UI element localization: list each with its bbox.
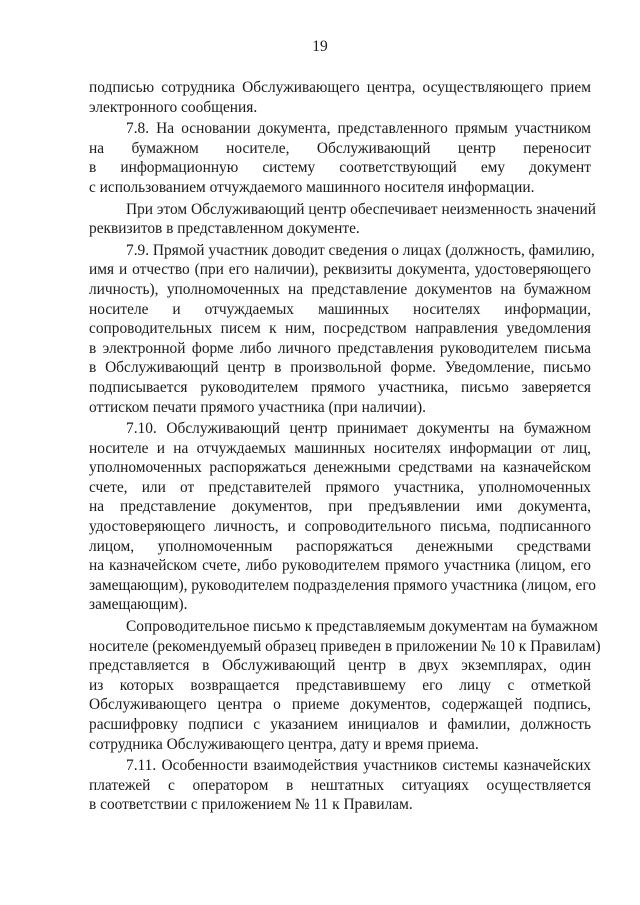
text-line: в Обслуживающий центр в произвольной форме. Уведомление, письмо	[89, 359, 591, 377]
text-line: замещающим), руководителем подразделения прямого участника (лицом, его	[89, 576, 596, 594]
text-line: носителе и на отчуждаемых машинных носителях информации от лиц,	[89, 439, 591, 457]
text-line: 7.11. Особенности взаимодействия участников системы казначейских	[126, 757, 591, 775]
text-line: реквизитов в представленном документе.	[89, 220, 360, 238]
paragraph	[89, 419, 596, 615]
text-line: в соответствии с приложением № 11 к Правилам.	[89, 796, 413, 814]
text-line: уполномоченных распоряжаться денежными средствами на казначейском	[89, 459, 591, 477]
text-line: представляется в Обслуживающий центр в двух экземплярах, один	[89, 657, 591, 675]
text-line: сопроводительных писем к ним, посредством направления уведомления	[89, 320, 591, 338]
text-line: на представление документов, при предъявлении ими документа,	[89, 498, 591, 516]
text-line: сотрудника Обслуживающего центра, дату и время приема.	[89, 735, 479, 753]
text-line: на бумажном носителе, Обслуживающий центр переносит	[89, 139, 591, 157]
text-line: личность), уполномоченных на представление документов на бумажном	[89, 280, 591, 298]
text-line: Обслуживающего центра о приеме документов, содержащей подпись,	[89, 696, 591, 714]
text-line: При этом Обслуживающий центр обеспечивает неизменность значений	[126, 200, 597, 218]
text-line: 7.10. Обслуживающий центр принимает документы на бумажном	[126, 420, 591, 438]
text-line: электронного сообщения.	[89, 98, 258, 116]
text-line: замещающим).	[89, 596, 188, 614]
document-body	[89, 78, 601, 817]
text-line: имя и отчество (при его наличии), реквизиты документа, удостоверяющего	[89, 261, 591, 279]
text-line: расшифровку подписи с указанием инициалов и фамилии, должность	[89, 716, 591, 733]
text-line: 7.8. На основании документа, представленного прямым участником	[126, 120, 591, 138]
paragraph	[89, 119, 591, 197]
paragraph	[89, 756, 591, 815]
text-line: счете, или от представителей прямого участника, уполномоченных	[89, 478, 591, 496]
page-number: 19	[312, 38, 328, 55]
text-line: в электронной форме либо личного представления руководителем письма	[89, 339, 591, 357]
paragraph	[89, 200, 597, 239]
text-line: носителе и отчуждаемых машинных носителях информации,	[89, 300, 591, 318]
text-line: с использованием отчуждаемого машинного носителя информации.	[89, 178, 535, 196]
text-line: на казначейском счете, либо руководителем прямого участника (лицом, его	[89, 557, 591, 575]
text-line: лицом, уполномоченным распоряжаться денежными средствами	[89, 537, 591, 555]
text-line: оттиском печати прямого участника (при наличии).	[89, 398, 426, 416]
text-line: в информационную систему соответствующий ему документ	[89, 159, 591, 177]
text-line: Сопроводительное письмо к представляемым документам на бумажном	[126, 618, 598, 636]
text-line: носителе (рекомендуемый образец приведен в приложении № 10 к Правилам)	[89, 637, 601, 655]
text-line: 7.9. Прямой участник доводит сведения о лицах (должность, фамилию,	[126, 241, 595, 259]
paragraph	[89, 241, 595, 417]
text-line: удостоверяющего личность, и сопроводительного письма, подписанного	[89, 518, 591, 536]
text-line: подписывается руководителем прямого участника, письмо заверяется	[89, 378, 591, 396]
text-line: платежей с оператором в нештатных ситуациях осуществляется	[89, 776, 591, 794]
text-line: подписью сотрудника Обслуживающего центра, осуществляющего прием	[89, 79, 591, 96]
paragraph	[89, 617, 601, 754]
paragraph	[89, 78, 591, 117]
text-line: из которых возвращается представившему его лицу с отметкой	[89, 676, 591, 694]
